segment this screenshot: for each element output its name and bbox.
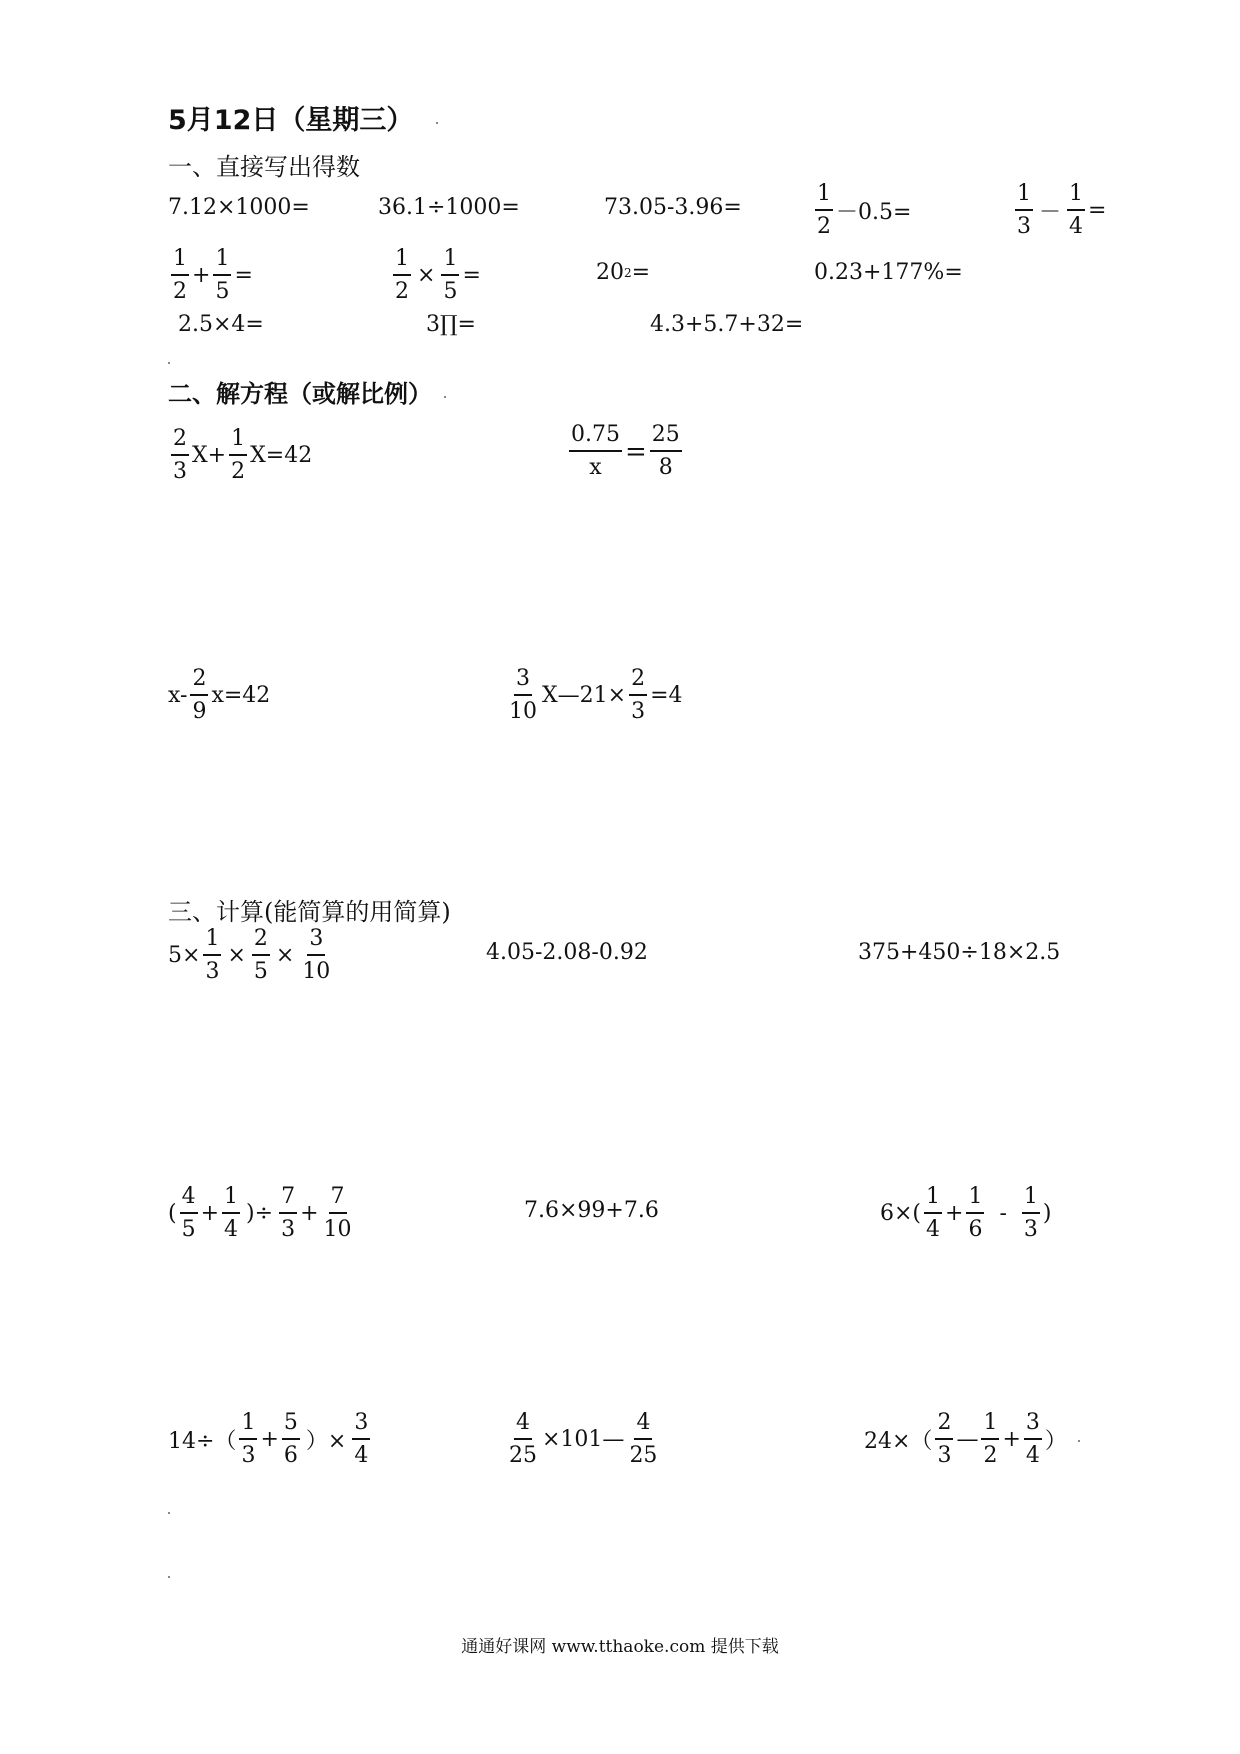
fraction: $\frac{2}{5}$	[253, 926, 268, 984]
exercise-1-4: $\frac{1}{2}$ －0.5=	[817, 181, 912, 239]
exercise-1-3: 73.05-3.96=	[604, 195, 742, 220]
calc-5: 7.6×99+7.6	[524, 1198, 659, 1223]
scan-dot	[168, 1576, 170, 1578]
calc-2: 4.05-2.08-0.92	[486, 940, 648, 965]
equation-1: $\frac{2}{3}$ X+ $\frac{1}{2}$ X=42	[173, 426, 313, 484]
fraction: $\frac{1}{6}$	[968, 1184, 983, 1242]
exercise-1-5: $\frac{1}{3}$ － $\frac{1}{4}$ =	[1017, 181, 1107, 239]
fraction: $\frac{7}{10}$	[323, 1184, 352, 1242]
fraction: $\frac{1}{2}$	[173, 246, 187, 304]
fraction: $\frac{4}{25}$	[509, 1410, 537, 1468]
calc-8: $\frac{4}{25}$ ×101— $\frac{4}{25}$	[509, 1410, 658, 1468]
fraction: $\frac{2}{3}$	[937, 1410, 952, 1468]
equation-3: x- $\frac{2}{9}$ x=42	[168, 666, 271, 724]
exercise-1-1: 7.12×1000=	[168, 195, 310, 220]
exercise-1-6: $\frac{1}{2}$ + $\frac{1}{5}$ =	[173, 246, 253, 304]
calc-7: 14÷（ $\frac{1}{3}$ + $\frac{5}{6}$ ）× $\frac{3}{4}$	[168, 1410, 369, 1468]
footer-text: 通通好课网 www.tthaoke.com 提供下载	[461, 1637, 779, 1657]
fraction: $\frac{1}{4}$	[224, 1184, 239, 1242]
section-heading-direct-answers: 一、直接写出得数	[168, 153, 360, 181]
fraction: $\frac{1}{4}$	[926, 1184, 941, 1242]
fraction: $\frac{2}{3}$	[631, 666, 646, 724]
fraction: $\frac{3}{4}$	[1025, 1410, 1040, 1468]
exercise-1-12: 4.3+5.7+32=	[650, 312, 804, 337]
fraction: $\frac{4}{25}$	[629, 1410, 658, 1468]
scan-dot	[168, 362, 170, 364]
fraction: $\frac{1}{3}$	[241, 1410, 256, 1468]
page-title: 5月12日（星期三）	[168, 105, 414, 136]
fraction: $\frac{2}{3}$	[173, 426, 187, 484]
equation-4: $\frac{3}{10}$ X—21× $\frac{2}{3}$ =4	[509, 666, 683, 724]
scan-dot	[444, 396, 446, 398]
calc-4: ( $\frac{4}{5}$ + $\frac{1}{4}$ )÷ $\frac{7}{3}$ + $\frac{7}{10}$	[168, 1184, 352, 1242]
equation-2: $\frac{0.75}{x}$ = $\frac{25}{8}$	[571, 422, 680, 480]
scan-dot	[436, 122, 438, 124]
fraction: $\frac{1}{3}$	[205, 926, 220, 984]
fraction: $\frac{7}{3}$	[281, 1184, 296, 1242]
fraction: $\frac{3}{10}$	[509, 666, 537, 724]
scan-dot	[1078, 1440, 1080, 1442]
fraction: $\frac{1}{4}$	[1069, 181, 1084, 239]
exercise-1-10: 2.5×4=	[178, 312, 264, 337]
fraction: $\frac{1}{3}$	[1017, 181, 1031, 239]
exercise-1-8: 20 2 =	[596, 260, 651, 285]
fraction: $\frac{1}{2}$	[817, 181, 831, 239]
fraction: $\frac{1}{2}$	[395, 246, 409, 304]
fraction: $\frac{1}{5}$	[443, 246, 458, 304]
fraction: $\frac{5}{6}$	[283, 1410, 298, 1468]
scan-dot	[168, 1512, 170, 1514]
fraction: $\frac{3}{10}$	[302, 926, 331, 984]
exercise-1-11: 3∏=	[426, 312, 476, 337]
fraction: $\frac{3}{4}$	[354, 1410, 369, 1468]
calc-3: 375+450÷18×2.5	[858, 940, 1061, 965]
calc-9: 24×（ $\frac{2}{3}$ — $\frac{1}{2}$ + $\frac{3}{4}$ ）	[864, 1410, 1067, 1468]
fraction: $\frac{1}{3}$	[1023, 1184, 1038, 1242]
fraction: $\frac{0.75}{x}$	[571, 422, 620, 480]
fraction: $\frac{2}{9}$	[192, 666, 207, 724]
exercise-1-9: 0.23+177%=	[814, 260, 963, 285]
calc-6: 6×( $\frac{1}{4}$ + $\frac{1}{6}$ - $\frac{1}{3}$ )	[880, 1184, 1052, 1242]
fraction: $\frac{25}{8}$	[651, 422, 680, 480]
fraction: $\frac{4}{5}$	[181, 1184, 196, 1242]
exercise-1-7: $\frac{1}{2}$ × $\frac{1}{5}$ =	[395, 246, 481, 304]
fraction: $\frac{1}{2}$	[231, 426, 246, 484]
exercise-1-2: 36.1÷1000=	[378, 195, 520, 220]
fraction: $\frac{1}{5}$	[215, 246, 230, 304]
calc-1: 5× $\frac{1}{3}$ × $\frac{2}{5}$ × $\frac{3}{10}$	[168, 926, 331, 984]
section-heading-equations: 二、解方程（或解比例）	[168, 380, 432, 408]
section-heading-calculation: 三、计算(能简算的用简算)	[168, 898, 451, 926]
fraction: $\frac{1}{2}$	[983, 1410, 998, 1468]
